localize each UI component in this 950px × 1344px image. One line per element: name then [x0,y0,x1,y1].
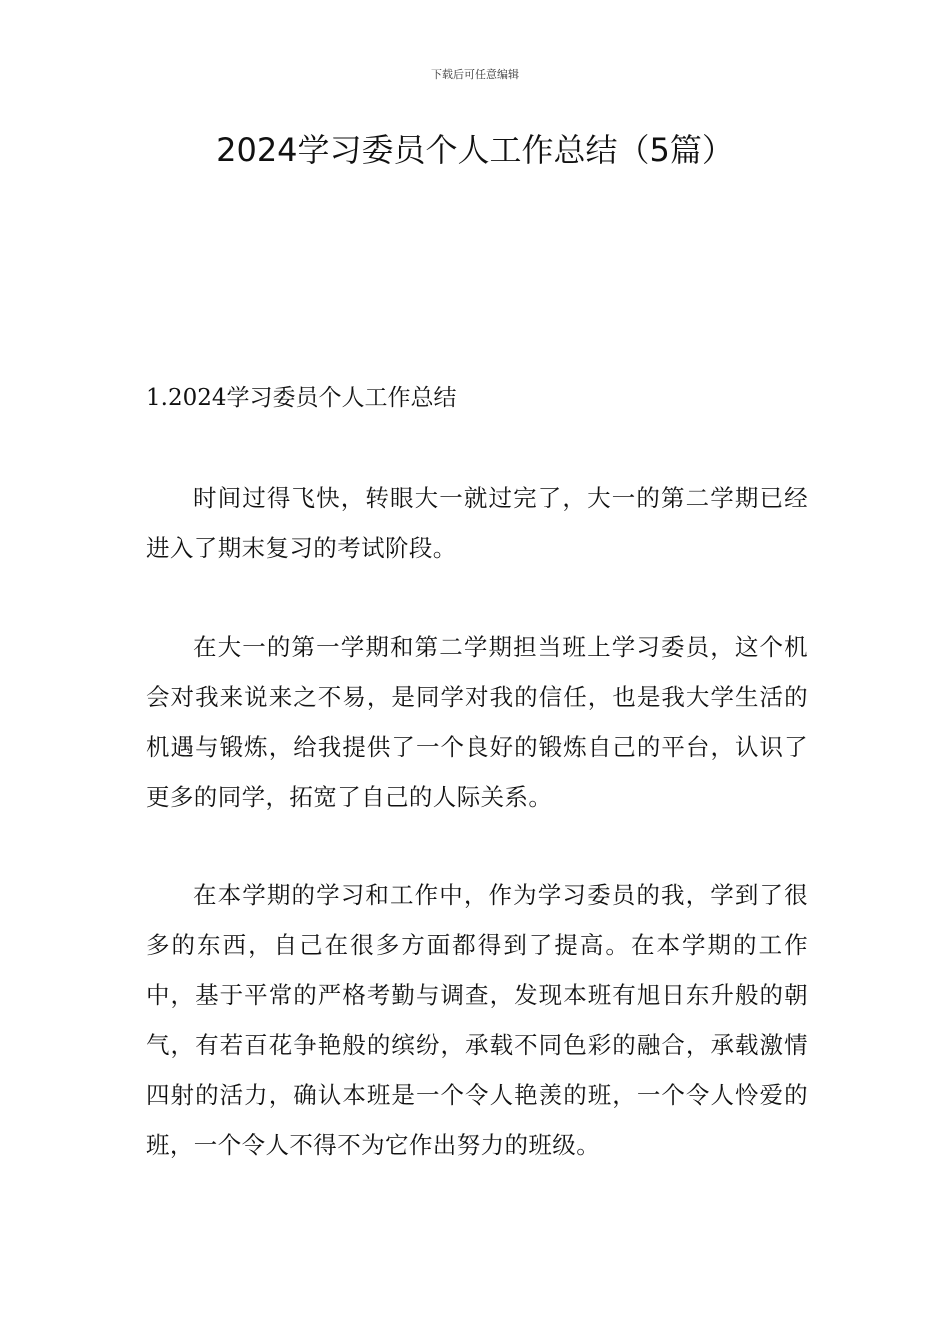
header-note: 下载后可任意编辑 [431,68,519,81]
section-heading: 1.2024学习委员个人工作总结 [146,385,457,411]
paragraph-1: 时间过得飞快，转眼大一就过完了，大一的第二学期已经进入了期末复习的考试阶段。 [146,484,808,562]
paragraph-3: 在本学期的学习和工作中，作为学习委员的我，学到了很多的东西，自己在很多方面都得到了提高。在本学期的工作中，基于平常的严格考勤与调查，发现本班有旭日东升般的朝气，有若百花争艳般的缤纷，承载不同色彩的融合，承载激情四射的活力，确认本班是一个令人艳羡的班，一个令人怜爱的班，一个令人不得不为它作出努力的班级。 [146,881,808,1159]
paragraph-2: 在大一的第一学期和第二学期担当班上学习委员，这个机会对我来说来之不易，是同学对我的信任，也是我大学生活的机遇与锻炼，给我提供了一个良好的锻炼自己的平台，认识了更多的同学，拓宽了自己的人际关系。 [146,633,808,811]
document-title: 2024学习委员个人工作总结（5篇） [216,131,734,169]
